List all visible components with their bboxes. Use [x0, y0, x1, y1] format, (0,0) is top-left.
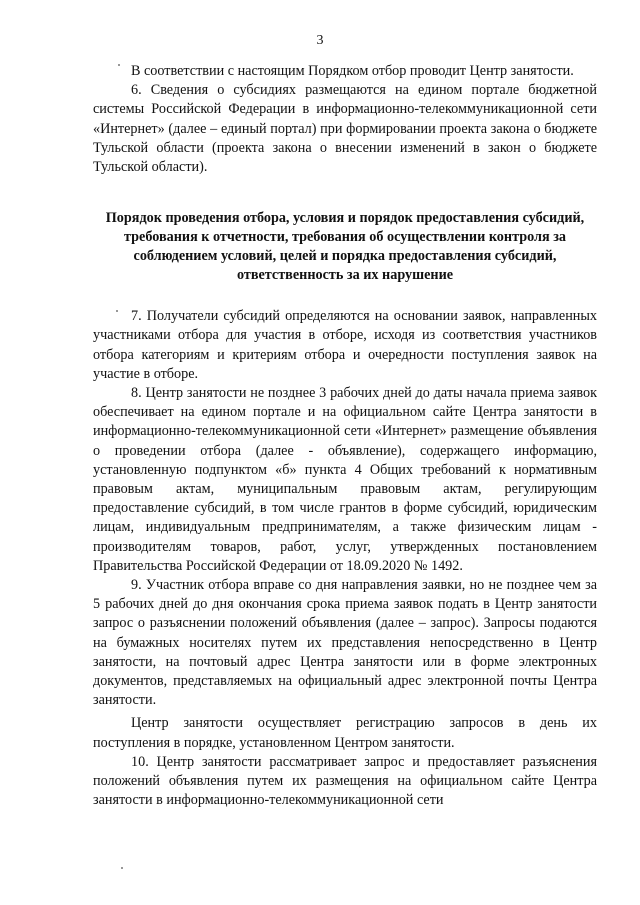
paragraph-selection-center: В соответствии с настоящим Порядком отбор проводит Центр занятости. [131, 63, 574, 79]
paragraph-7-recipients: 7. Получатели субсидий определяются на основании заявок, направленных участниками отбора для участия в отборе, исходя из соответствия участников отбора категориям и критериям отбора и очередности поступления заявок на участие в отборе. [93, 308, 597, 382]
paragraph-8-announcement: 8. Центр занятости не позднее 3 рабочих дней до даты начала приема заявок обеспечивает на едином портале и на официальном сайте Центра занятости в информационно-телекоммуникационной сети «Интернет» размещение объявления о проведении отбора (далее - объявление), содержащего информацию, установленную подпунктом «б» пункта 4 Общих требований к нормативным правовым актам, муниципальным правовым актам, регулирующим предоставление субсидий, в том числе грантов в форме субсидий, юридическим лицам, индивидуальным предпринимателям, а также физическим лицам - производителям товаров, работ, услуг, утвержденных постановлением Правительства Российской Федерации от 18.09.2020 № 1492. [93, 385, 597, 574]
paragraph-request-registration: Центр занятости осуществляет регистрацию запросов в день их поступления в порядке, установленном Центром занятости. [93, 715, 597, 751]
page-number: 3 [316, 33, 324, 48]
paragraph-10-clarifications: 10. Центр занятости рассматривает запрос и предоставляет разъяснения положений объявления путем их размещения на официальном сайте Центра занятости в информационно-телекоммуникационной сети [93, 753, 597, 809]
section-heading: Порядок проведения отбора, условия и порядок предоставления субсидий, требования к отчетности, требования об осуществлении контроля за соблюдением условий, целей и порядка предоставления субсидий, ответственность за их нарушение [105, 210, 585, 284]
scan-speck [118, 64, 120, 66]
paragraph-9-clarification-request: 9. Участник отбора вправе со дня направления заявки, но не позднее чем за 5 рабочих дней до дня окончания срока приема заявок подать в Центр занятости запрос о разъяснении положений объявления (далее – запрос). Запросы подаются на бумажных носителях путем их представления непосредственно в Центр занятости, на почтовый адрес Центра занятости или в форме электронных документов, представляемых на официальный адрес электронной почты Центра занятости. [93, 577, 597, 709]
paragraph-6-subsidy-info: 6. Сведения о субсидиях размещаются на едином портале бюджетной системы Российской Федерации в информационно-телекоммуникационной сети «Интернет» (далее – единый портал) при формировании проекта закона о бюджете Тульской области (проекта закона о внесении изменений в закон о бюджете Тульской области). [93, 82, 597, 176]
document-body [93, 62, 597, 811]
scan-speck [116, 310, 118, 312]
scan-speck [121, 867, 123, 869]
